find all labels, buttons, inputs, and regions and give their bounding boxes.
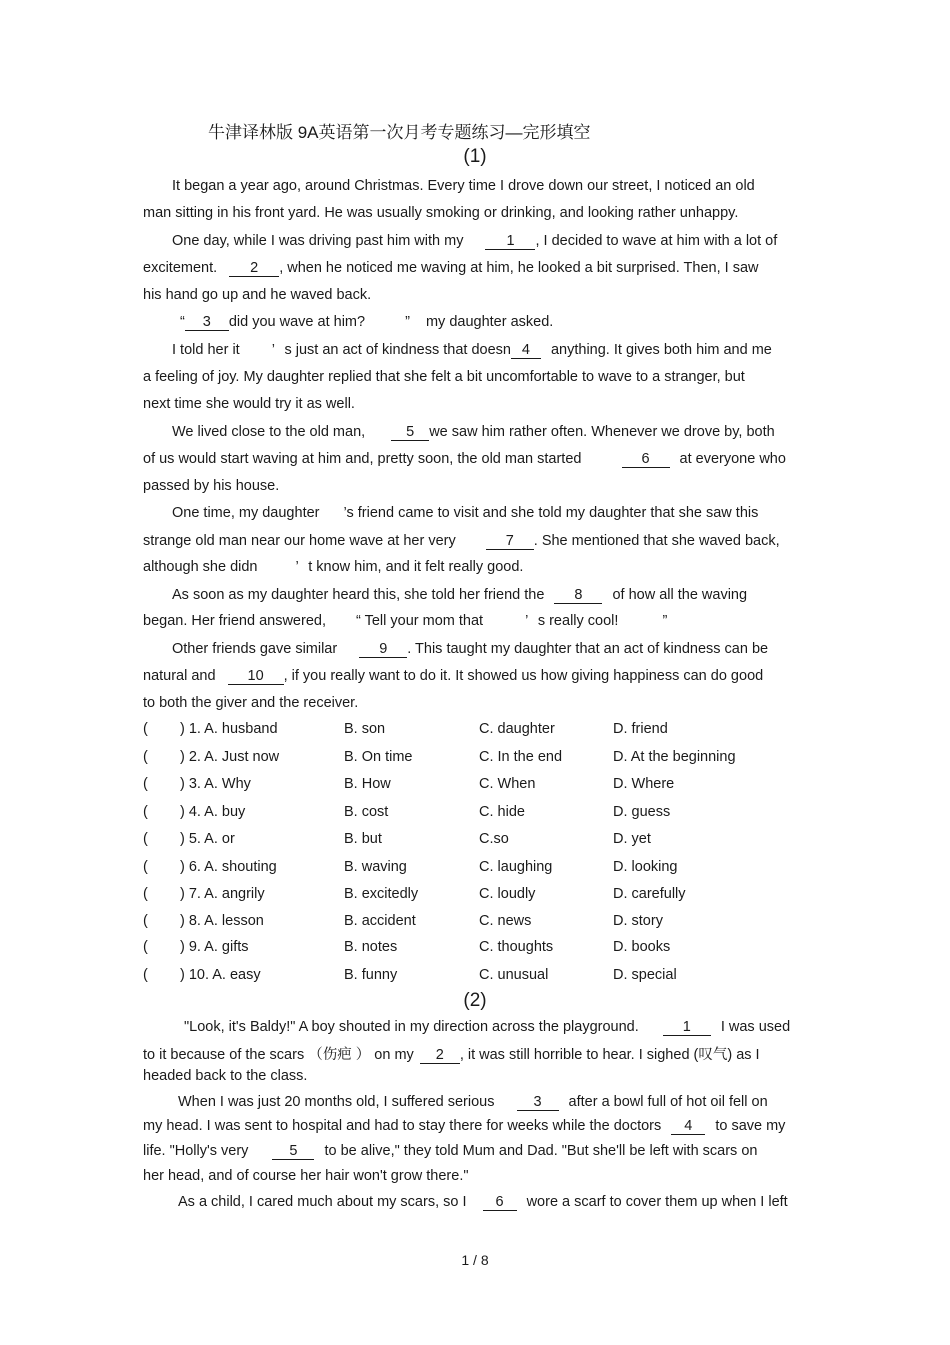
text: my head. I was sent to hospital and had to stay there for weeks while the doctors — [143, 1118, 662, 1134]
option-d: D. books — [613, 939, 671, 955]
s2-p3-line1 — [178, 1194, 788, 1211]
text: life. "Holly's very — [143, 1143, 249, 1159]
blank-3: 3 — [517, 1095, 559, 1111]
document-title: 牛津译林版 9A英语第一次月考专题练习—完形填空 — [208, 123, 591, 142]
option-d: D. At the beginning — [613, 749, 736, 765]
open-quote: “ — [180, 314, 185, 330]
text: did you wave at him? — [228, 314, 366, 330]
blank-2: 2 — [420, 1048, 460, 1064]
s1-p8-line2 — [143, 668, 763, 685]
text: I was used — [720, 1019, 791, 1035]
answer-paren: ( — [143, 967, 148, 983]
answer-paren: ( — [143, 776, 148, 792]
option-c: C. When — [479, 776, 536, 792]
option-d: D. story — [613, 913, 663, 929]
s2-p1-line3: headed back to the class. — [143, 1068, 308, 1084]
text: to save my — [715, 1118, 786, 1134]
option-c: C. In the end — [479, 749, 563, 765]
text: , it was still horrible to hear. I sighed (叹气) as I — [459, 1047, 760, 1063]
s1-p2-line1 — [172, 233, 777, 250]
text: We lived close to the old man, — [172, 424, 366, 440]
answer-paren: ( — [143, 886, 148, 902]
blank-5: 5 — [272, 1144, 314, 1160]
s1-p6-line2 — [143, 533, 780, 550]
text: of us would start waving at him and, pretty soon, the old man started — [143, 451, 582, 467]
s2-p2-line4: her head, and of course her hair won't grow there." — [143, 1168, 469, 1184]
text: As a child, I cared much about my scars, so I — [178, 1194, 467, 1210]
option-b: B. son — [344, 721, 386, 737]
apostrophe: ’ — [343, 505, 347, 521]
s1-p2-line2 — [143, 260, 759, 277]
text: t know him, and it felt really good. — [308, 559, 524, 575]
blank-6: 6 — [622, 452, 670, 468]
blank-5: 5 — [391, 425, 429, 441]
option-a: ) 10. A. easy — [180, 967, 261, 983]
s2-p1-line1 — [184, 1019, 790, 1036]
text: Other friends gave similar — [172, 641, 338, 657]
s1-p4-line1 — [172, 342, 772, 359]
apostrophe: ’ — [525, 613, 528, 629]
s1-p6-line3 — [143, 559, 523, 575]
text: began. Her friend answered, — [143, 613, 326, 629]
answer-paren: ( — [143, 913, 148, 929]
text: As soon as my daughter heard this, she told her friend the — [172, 587, 545, 603]
text: “ Tell your mom that — [356, 613, 484, 629]
text: s just an act of kindness that doesn — [284, 342, 511, 358]
blank-4: 4 — [671, 1119, 705, 1135]
answer-paren: ( — [143, 804, 148, 820]
option-c: C. thoughts — [479, 939, 554, 955]
s1-p8-line3: to both the giver and the receiver. — [143, 695, 359, 711]
option-b: B. accident — [344, 913, 416, 929]
text: When I was just 20 months old, I suffered serious — [178, 1094, 495, 1110]
blank-3: 3 — [185, 315, 229, 331]
text: at everyone who — [679, 451, 786, 467]
s1-p8-line1 — [172, 641, 768, 658]
option-d: D. Where — [613, 776, 675, 792]
s2-p2-line1 — [178, 1094, 768, 1111]
s1-p5-line2 — [143, 451, 786, 468]
answer-paren: ( — [143, 859, 148, 875]
option-d: D. yet — [613, 831, 651, 847]
s1-p7-line2 — [143, 613, 667, 629]
page-number: 1 / 8 — [461, 1252, 489, 1268]
s1-p5-line3: passed by his house. — [143, 478, 280, 494]
s1-p4-line3: next time she would try it as well. — [143, 396, 355, 412]
s2-p1-line2 — [143, 1043, 760, 1064]
option-c: C. hide — [479, 804, 525, 820]
option-a: ) 9. A. gifts — [180, 939, 249, 955]
text: after a bowl full of hot oil fell on — [568, 1094, 768, 1110]
option-b: B. but — [344, 831, 382, 847]
s1-p1-line2: man sitting in his front yard. He was usually smoking or drinking, and looking rather unhappy. — [143, 205, 739, 221]
blank-6: 6 — [483, 1195, 517, 1211]
text: to it because of the scars （伤疤 ） on my — [143, 1047, 414, 1063]
option-a: ) 5. A. or — [180, 831, 235, 847]
blank-9: 9 — [359, 642, 407, 658]
option-d: D. looking — [613, 859, 678, 875]
text: to be alive," they told Mum and Dad. "But she'll be left with scars on — [324, 1143, 758, 1159]
option-b: B. notes — [344, 939, 398, 955]
option-d: D. friend — [613, 721, 668, 737]
text: . She mentioned that she waved back, — [533, 533, 780, 549]
section-2-heading: (2) — [463, 990, 487, 1011]
blank-10: 10 — [228, 669, 284, 685]
option-a: ) 4. A. buy — [180, 804, 246, 820]
option-c: C. news — [479, 913, 532, 929]
section-1-heading: (1) — [463, 146, 487, 167]
text: we saw him rather often. Whenever we drove by, both — [429, 424, 775, 440]
blank-7: 7 — [486, 534, 534, 550]
blank-1: 1 — [485, 234, 535, 250]
s1-p2-line3: his hand go up and he waved back. — [143, 287, 372, 303]
option-c: C.so — [479, 831, 509, 847]
text: excitement. — [143, 260, 218, 276]
option-a: ) 8. A. lesson — [180, 913, 264, 929]
text: s friend came to visit and she told my daughter that she saw this — [346, 505, 759, 521]
blank-4: 4 — [511, 343, 541, 359]
option-a: ) 6. A. shouting — [180, 859, 277, 875]
s1-p4-line2: a feeling of joy. My daughter replied that she felt a bit uncomfortable to wave to a stranger, but — [143, 369, 745, 385]
s1-p6-line1 — [172, 505, 758, 521]
s1-p3-line1 — [180, 314, 553, 331]
answer-paren: ( — [143, 831, 148, 847]
option-c: C. unusual — [479, 967, 549, 983]
option-a: ) 7. A. angrily — [180, 886, 265, 902]
close-quote: ” — [662, 613, 668, 629]
option-d: D. carefully — [613, 886, 686, 902]
text: One day, while I was driving past him with my — [172, 233, 464, 249]
s2-p2-line3 — [143, 1143, 757, 1160]
option-b: B. How — [344, 776, 391, 792]
option-b: B. funny — [344, 967, 398, 983]
option-c: C. laughing — [479, 859, 553, 875]
option-a: ) 1. A. husband — [180, 721, 278, 737]
option-b: B. excitedly — [344, 886, 419, 902]
answer-paren: ( — [143, 939, 148, 955]
blank-2: 2 — [229, 261, 279, 277]
option-c: C. loudly — [479, 886, 536, 902]
text: anything. It gives both him and me — [550, 342, 772, 358]
s1-p7-line1 — [172, 587, 747, 604]
text: "Look, it's Baldy!" A boy shouted in my direction across the playground. — [184, 1019, 639, 1035]
text: of how all the waving — [612, 587, 748, 603]
blank-1: 1 — [663, 1020, 711, 1036]
option-b: B. waving — [344, 859, 407, 875]
text: , if you really want to do it. It showed us how giving happiness can do good — [283, 668, 764, 684]
text: One time, my daughter — [172, 505, 320, 521]
apostrophe: ’ — [295, 559, 299, 575]
option-a: ) 3. A. Why — [180, 776, 251, 792]
text: . This taught my daughter that an act of kindness can be — [407, 641, 769, 657]
s2-p2-line2 — [143, 1118, 785, 1135]
option-a: ) 2. A. Just now — [180, 749, 280, 765]
option-b: B. cost — [344, 804, 389, 820]
text: my daughter asked. — [425, 314, 554, 330]
s1-p1-line1: It began a year ago, around Christmas. Every time I drove down our street, I noticed an old — [172, 178, 755, 194]
text: wore a scarf to cover them up when I left — [526, 1194, 788, 1210]
text: natural and — [143, 668, 216, 684]
text: , when he noticed me waving at him, he looked a bit surprised. Then, I saw — [279, 260, 759, 276]
option-d: D. guess — [613, 804, 671, 820]
s1-p5-line1 — [172, 424, 775, 441]
apostrophe: ’ — [271, 342, 275, 358]
text: strange old man near our home wave at her very — [143, 533, 456, 549]
option-c: C. daughter — [479, 721, 555, 737]
close-quote: ” — [405, 314, 410, 330]
text: s really cool! — [537, 613, 619, 629]
text: I told her it — [172, 342, 240, 358]
answer-paren: ( — [143, 721, 148, 737]
blank-8: 8 — [554, 588, 602, 604]
text: , I decided to wave at him with a lot of — [535, 233, 778, 249]
option-b: B. On time — [344, 749, 413, 765]
text: although she didn — [143, 559, 258, 575]
answer-paren: ( — [143, 749, 148, 765]
option-d: D. special — [613, 967, 677, 983]
